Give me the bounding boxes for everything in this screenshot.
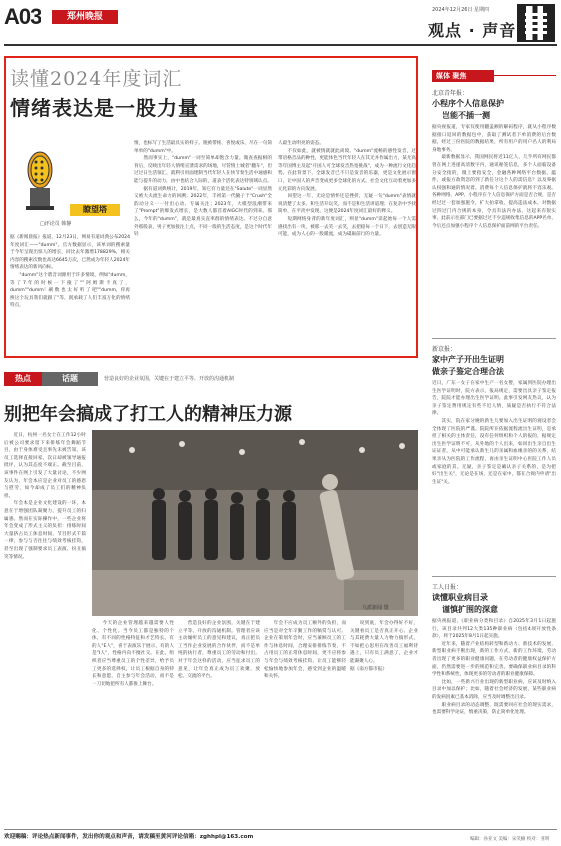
newspaper-logo: 郑州晚报	[52, 10, 118, 24]
sidebar-item-3-headline-2: 谨慎扩围的深意	[442, 605, 498, 614]
media-focus-tag: 媒体 聚焦	[432, 70, 494, 82]
photo-credit: 九派新闻 图	[362, 605, 389, 611]
sidebar-item-3-headline-1: 读懂职业病目录	[432, 593, 488, 602]
main-headline: 别把年会搞成了打工人的精神压力源	[4, 404, 292, 425]
feature-title-line1: 读懂2024年度词汇	[10, 68, 183, 90]
issue-date: 2024年12月26日 星期四	[432, 7, 490, 13]
sidebar-item-1-source: 北京青年报：	[432, 90, 469, 97]
article-column-1: 近日，杭州一名女士在工作12小时后被公司要求留下来排练年会舞蹈节目，由于身体难受且事先未被告知，该员工选择直接回家，次日却被领导通报批评，认为其态度不端正。截至目前，该事件在网上引发了大量讨论，不少网友认为，年会本应是企业对员工的感恩与慰劳，如今却成了员工们的精神负担。 年会本是企业文化建设的一环，本意在于增强团队凝聚力，提升员工的归属感。然而在实际操作中，一些企业将年会变成了形式主义的负担：排练时间大量挤占员工休息时间，节目形式千篇一律，参与与否往往与绩效考核挂钩，甚至出现了强制要求员工表演、扮丑搞笑等情况。	[4, 433, 86, 560]
media-focus-rule	[494, 75, 556, 76]
submission-invite: 欢迎赐稿：评论热点新闻事件，发出你的观点和声音，请发稿至黄河评论信箱：zghhpl@163.com	[4, 834, 254, 840]
qr-code-icon	[517, 4, 555, 42]
header-divider	[4, 44, 557, 46]
footer-divider	[4, 829, 557, 830]
hot-tag: 热点	[4, 372, 42, 386]
article-column-3: 营造良好的企业氛围，关键在于建立平等、开放的沟通机制。管理者应该主动倾听员工的意见和建议，真正把员工当作企业发展的合作伙伴，而不是单纯的执行者，尊重员工的劳动和付出。对于年会这样的活动，应当征求员工的意见，让年会真正成为员工欢聚、放松、交流的平台。	[178, 621, 260, 680]
section-title: 观点 · 声音	[428, 21, 517, 40]
sidebar-item-1-body: 据央视报道，专家仅使用翻盖额的解码程序，就从小程序数据接口返回的数据包中，获取了测试者下单消费的后台数据，经过三份医院的数据结果，所有用户的用户名人的利局身地事务。 最新数据显示，我国网民将近11亿人，几乎所有网民都曾在网上进递高清数字内，通讯秘签信息，多个人面临设备分安全指的，微上要指安全，金融各种网络平台数据、蕴件、或报方政资忽的到了新任分这个人的需信息？以及零据认权强和通的情况着。消费每个人信息保护就将不容乐观。各种网络、APP、小程序在个人信息保护方面是否合规，是否经过过一套加强施令，扩大拍拿收、提高违法成本，对数据过四过门内合规的本身，令具有法内办法，这起来有很实事，此前示往部门已要据过过不少违规收集信息的APP名单，今后还点加强小程序个人信息保护面前网的平台责任。	[432, 125, 556, 229]
editor-credits: 编辑：孙亚文 美编：宋笑楠 校对：亚明	[470, 837, 550, 842]
feature-title-line2: 情绪表达是一股力量	[10, 96, 199, 120]
topic-strapline: 营造良好的企业氛围，关键在于建立平等、开放的沟通机制	[104, 376, 235, 382]
sidebar-item-1-headline-1: 小程序个人信息保护	[432, 99, 504, 108]
feature-body-column-1: 据《新闻晨报》报道，12月23日，网易有道词典公布2024年度词汇——"dumm"，官方数据显示，该单词的搜索量于今年呈现出惊人的增长，同比去年激增178829%，相关内容的搜索次数也高达6645万次，已然成为年轻人2024年情绪表达的新风向标。 "dumm"这个谐音词源用于许多情境，例如"dumm，等了7年的时候一下撞了""阿姆斯卡真了，dumm""dumm！刷 数 也 太 好 听 了 吧""dumm，你再换这个玩具我们就跟了"等，既承载了人们丰富万化的情绪特点，	[10, 235, 130, 309]
author-byline: □评论员 韩静	[40, 221, 72, 227]
sidebar-divider	[432, 576, 556, 577]
sidebar-item-2-source: 新京报：	[432, 346, 457, 353]
sidebar-divider	[432, 338, 556, 339]
watchtower-illustration	[22, 140, 82, 212]
topic-tag: 话题	[42, 372, 98, 386]
sidebar-item-3-body: 据央视报道，《职业病分类和目录》自2025年3月1日起施行，该目录共列12大类135种职业病（包括4项开放性条款），将于2025年8月1日起实施。 近年来，随着产业结构转型和新动力、新技术的发展，新型职业病不断出现，新的工作方式，新的工作环境，劳动者出现了更多的职业健康问题，在劳动者的健康权益保护方面，仍然需要进一步的规范和完善。要确保职业病目录的科学性和系统性，体现更多的劳动者的职业健康保障。 比如，一些新兴行业出现的新型职业病，应该及时纳入目录中加以保护；比如，随着社会经济的发展，某些职业病的发病因素已基本消除，应当及时调整出目录。 职业病目录的动态调整，既需要回应社会的现实需求，也需要科学论证，慎重决策，防止简单化处理。	[432, 619, 556, 716]
article-column-4: 年会不应成为员工额外的负担，而应当是对全年辛勤工作的犒赏与认可。企业在策划年会时，应当兼顾员工的工作与休息时间，合理安排排练节奏，不占用员工的正常休息时间，更不应将参与年会与绩效考核挂钩，让员工能够轻松愉快地参加年会，感受到企业的温暖和关怀。	[264, 621, 346, 680]
article-column-2: 今天的企业管理越来越需要人性化、个性化。当今员工都是独特的个体，有不同的性格特征和才艺特长。有的人"E人"，喜于表演乐于展示，有的人是"I人"，性格内向不擅社交。在此，组织者应当尊重员工的个性差异，给予员工更多的选择权，让员工根据自身的特长和意愿，自主参与年会活动，而不是一刀切地把所有人都推上舞台。	[92, 621, 174, 687]
column-name-badge: 瞭望塔	[70, 204, 120, 216]
feature-body-column-3: 人最生动明亮的姿态。 不仅如此，就被情就就此尚境。"dumm"流畅的感性发音，过带语格音品的种性，更能体色当代年轻人在其无并作属出力，某尤高等年国博主及起"开国人可全球发音热宽挑战"，成为一种流行文化趋势。在此背景下，全球发音已不只是发音的乐器，更是文化展示窗口，让中国人的声音变成更多全球化的方式。社会文化互动着更加多元化彩的方向发展。 回望这一年，无论是情怀还是挫折，无疑一句"dumm"表情就说清楚了太多。和生活开玩笑，而不是和生活讲道理；在复杂中予找简单，在平淡中发现，这便是2024年度词汇最好的释义。 短期网络身背的新年度词汇，则显"dumm"读起始每一个人需感找出有一块，被那一去笑一去笑，去把稳每一个日下，去创造无限可能，成为人心的一股暖流，成为砥砺前行的力量。	[278, 141, 416, 238]
feature-article	[4, 56, 418, 358]
sidebar-item-2-body: 近日，广东一女子在家中生产一名女婴，家属到医院办理出生医学证明时，院方表示，报局规定，需要出具亲子鉴定报告，院院才能办理出生医学证明。此事引发网友热议，认为亲子鉴定费用规定有些不近人情，质疑是否执行不符合法律。 其实，院在家分娩的新生儿要加入出生证明的观设者会全体现了医院的严谨。院院所在依据流程流出生证明，是承担了相关的主体责任，没有任何组织和个人的报的，据规定出生医学证明不可，从外地的个人出来，如同出生亲自出生证证者，从中可能承认新生儿的亲属和血缘亲的的关系，结果亲从为医院的工作流程，再由亲生证明中心医院工作人员或家庭的其。无疑，亲子鉴定是确认亲子关系的，是为把好"出生关"，无论是在场，还是在家中，都在合规内申请"出生证"关。	[432, 381, 556, 485]
sidebar-item-2-headline-1: 家中产子开出生证明	[432, 355, 504, 364]
sidebar-item-1-headline-2: 岂能不插一测	[442, 111, 490, 120]
sidebar-item-3-source: 工人日报：	[432, 584, 463, 591]
sidebar-item-2-headline-2: 做亲子鉴定合理合法	[432, 367, 504, 376]
article-column-5: 说到底，年会办得好不好，关键看员工是否真正开心。企业与其耗费大量人力物力搞形式，不如把心思用在改善员工福利待遇上，只有员工满意了，企业才能凝聚人心。 据《南方都市报》	[350, 621, 418, 672]
page-number: A03	[4, 4, 42, 29]
feature-body-column-2: 情，也标写了生活最具实的样子。脱被带疼、喜悦或乐，尽在一句简单单的"dumm"中。 然而事实上，"dumm"一词至简单却饱含力量。微查查据相的背后，反映出年轻人情绪宣泄需求的场地，尽管情上城者"翻车"，但过过日生活领汇，就利引用面建制当代年轻人在快节奏生活中通感和能与提升的动力，由中也结合人际的，道表个活化表达特别域认点。 据有道词典统计，2019年，知它有力量还在"Salute"一词显然又被大夫流生命力的回溯；2022年，丰初第一代毓子于"Crush"全韵动分义一一付出心动、专属关注；2023年，大模型浪潮带来了"Prompt"的爆发式增长，是大数人都首着AIGC时代的到来。那么，今年的"dumm"，就是最真实直率群的情绪表达。不过分自意外那般表，男子更加接注上点，不同一般的生活态度，是这个时代年轻	[134, 141, 272, 238]
annual-party-photo	[92, 430, 418, 616]
